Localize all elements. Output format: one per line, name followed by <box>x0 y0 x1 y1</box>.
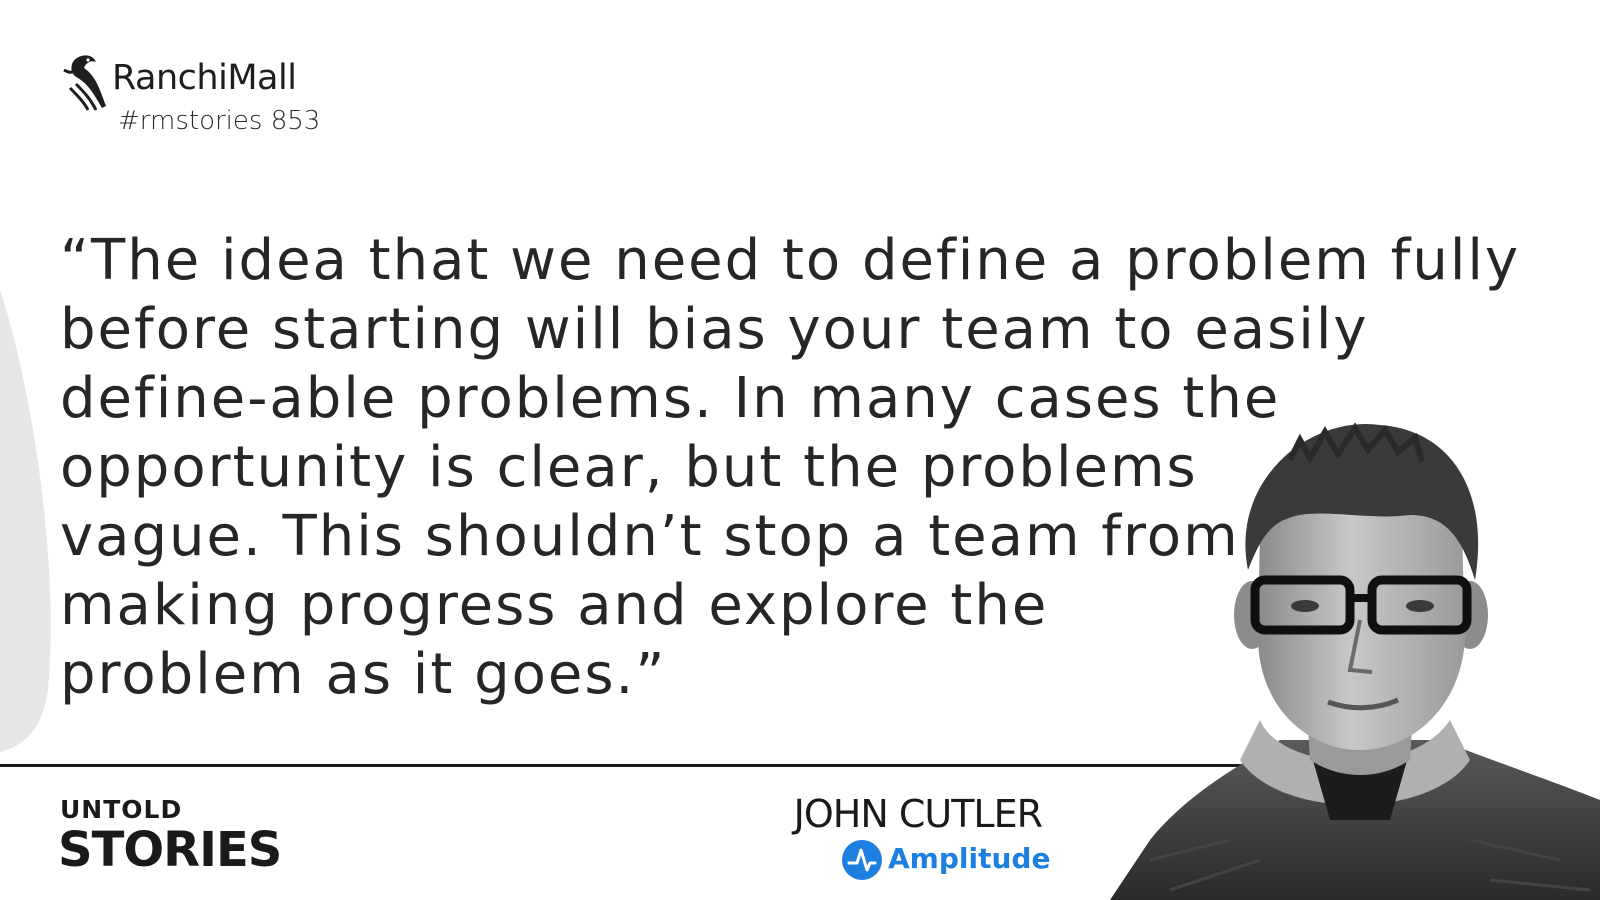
quote-line: before starting will bias your team to easily <box>60 297 1369 362</box>
company-badge <box>842 838 1052 882</box>
series-title-top: UNTOLD <box>60 795 183 824</box>
speaker-portrait <box>1110 420 1600 900</box>
brand-name: RanchiMall <box>112 58 297 98</box>
seahorse-logo-icon <box>62 50 114 112</box>
quote-line: opportunity is clear, but the problems <box>60 435 1198 500</box>
story-tag: #rmstories 853 <box>118 106 321 136</box>
quote-line: making progress and explore the <box>60 573 1049 638</box>
amplitude-logo-icon <box>842 840 882 880</box>
company-name: Amplitude <box>888 842 1051 875</box>
quote-line: “The idea that we need to define a problem fully <box>60 228 1521 293</box>
speaker-name: JOHN CUTLER <box>793 792 1042 836</box>
divider <box>0 764 1270 767</box>
quote-line: problem as it goes.” <box>60 642 667 707</box>
quote-line: vague. This shouldn’t stop a team from <box>60 504 1240 569</box>
brand-block <box>62 50 362 150</box>
quote-line: define-able problems. In many cases the <box>60 366 1281 431</box>
series-title-bottom: STORIES <box>58 822 282 878</box>
